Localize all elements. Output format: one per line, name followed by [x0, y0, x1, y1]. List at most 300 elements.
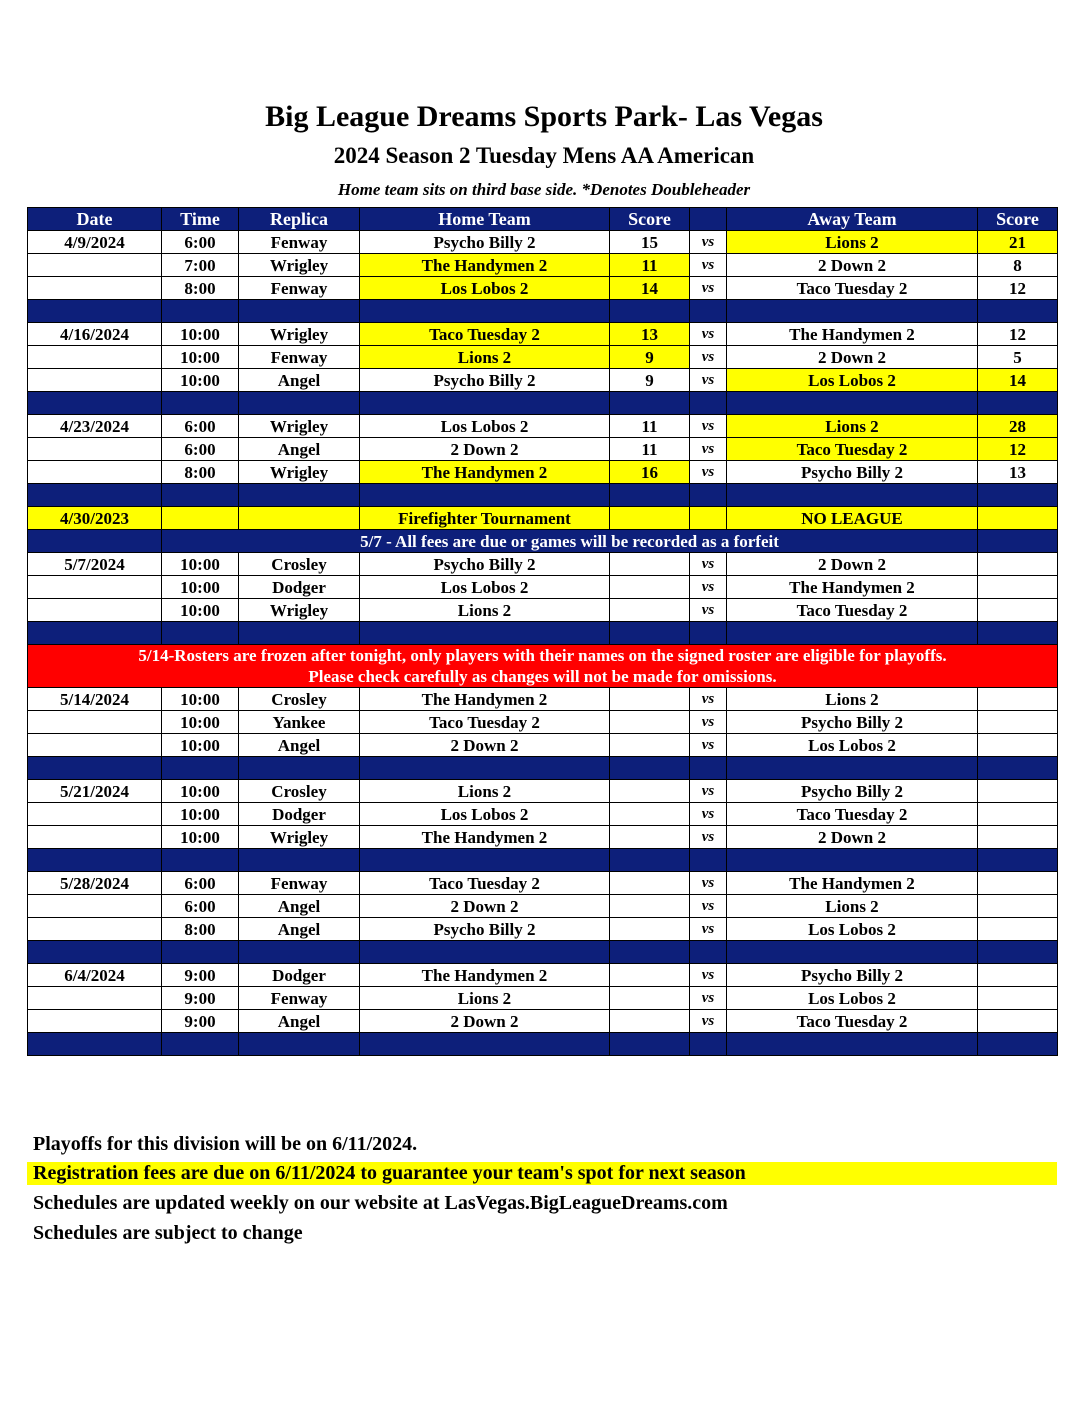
separator-row	[28, 1033, 1058, 1056]
separator-cell	[162, 1033, 239, 1056]
separator-cell	[239, 941, 360, 964]
game-row	[28, 872, 1058, 895]
game-date: 4/23/2024	[28, 415, 162, 438]
home-team: Los Lobos 2	[360, 803, 610, 826]
game-time	[162, 507, 239, 530]
separator-cell	[978, 757, 1058, 780]
event-row	[28, 507, 1058, 530]
home-team: 2 Down 2	[360, 1010, 610, 1033]
away-score: 13	[978, 461, 1058, 484]
game-row	[28, 323, 1058, 346]
game-date	[28, 254, 162, 277]
separator-cell	[727, 392, 978, 415]
separator-cell	[978, 300, 1058, 323]
game-time: 8:00	[162, 461, 239, 484]
home-score	[610, 826, 690, 849]
home-score	[610, 711, 690, 734]
game-time: 8:00	[162, 277, 239, 300]
home-team: 2 Down 2	[360, 895, 610, 918]
game-row	[28, 438, 1058, 461]
game-replica: Fenway	[239, 987, 360, 1010]
separator-cell	[162, 757, 239, 780]
schedule-body	[28, 231, 1058, 1056]
game-date	[28, 987, 162, 1010]
separator-row	[28, 484, 1058, 507]
game-date: 5/7/2024	[28, 553, 162, 576]
separator-cell	[978, 941, 1058, 964]
game-row	[28, 254, 1058, 277]
home-team: Los Lobos 2	[360, 277, 610, 300]
away-team: 2 Down 2	[727, 553, 978, 576]
separator-cell	[978, 622, 1058, 645]
away-score	[978, 872, 1058, 895]
separator-cell	[690, 484, 727, 507]
game-date	[28, 1010, 162, 1033]
game-date	[28, 346, 162, 369]
home-team: Lions 2	[360, 346, 610, 369]
separator-cell	[28, 941, 162, 964]
separator-cell	[162, 484, 239, 507]
game-row	[28, 461, 1058, 484]
home-team: Lions 2	[360, 599, 610, 622]
game-row	[28, 803, 1058, 826]
game-replica	[239, 507, 360, 530]
separator-cell	[239, 1033, 360, 1056]
separator-cell	[978, 484, 1058, 507]
away-score: 5	[978, 346, 1058, 369]
game-row	[28, 576, 1058, 599]
home-team: Psycho Billy 2	[360, 918, 610, 941]
game-replica: Wrigley	[239, 599, 360, 622]
col-date-header: Date	[28, 208, 162, 231]
roster-alert-line1: 5/14-Rosters are frozen after tonight, only players with their names on the signed roster are eligible for playoffs.	[138, 646, 947, 665]
away-score: 28	[978, 415, 1058, 438]
game-date	[28, 803, 162, 826]
home-score	[610, 780, 690, 803]
vs-label: vs	[690, 553, 727, 576]
separator-cell	[360, 622, 610, 645]
game-date	[28, 599, 162, 622]
home-score	[610, 803, 690, 826]
away-team: Psycho Billy 2	[727, 964, 978, 987]
separator-cell	[239, 849, 360, 872]
separator-row	[28, 392, 1058, 415]
game-replica: Angel	[239, 438, 360, 461]
separator-cell	[727, 757, 978, 780]
vs-label: vs	[690, 576, 727, 599]
separator-cell	[690, 757, 727, 780]
separator-cell	[162, 941, 239, 964]
separator-cell	[28, 484, 162, 507]
page-title: Big League Dreams Sports Park- Las Vegas	[265, 100, 823, 133]
away-score: 12	[978, 277, 1058, 300]
game-row	[28, 895, 1058, 918]
game-time: 10:00	[162, 780, 239, 803]
home-team: Lions 2	[360, 987, 610, 1010]
game-replica: Crosley	[239, 780, 360, 803]
away-team: 2 Down 2	[727, 254, 978, 277]
separator-cell	[239, 484, 360, 507]
col-replica-header: Replica	[239, 208, 360, 231]
game-replica: Fenway	[239, 346, 360, 369]
vs-label: vs	[690, 599, 727, 622]
away-team: NO LEAGUE	[727, 507, 978, 530]
vs-label: vs	[690, 803, 727, 826]
col-home-score-header: Score	[610, 208, 690, 231]
game-row	[28, 231, 1058, 254]
game-row	[28, 987, 1058, 1010]
change-note: Schedules are subject to change	[33, 1222, 303, 1244]
game-replica: Angel	[239, 734, 360, 757]
home-score: 13	[610, 323, 690, 346]
home-score	[610, 872, 690, 895]
vs-label: vs	[690, 415, 727, 438]
separator-cell	[162, 849, 239, 872]
game-time: 10:00	[162, 711, 239, 734]
game-replica: Angel	[239, 369, 360, 392]
game-time: 10:00	[162, 553, 239, 576]
separator-cell	[727, 941, 978, 964]
notice-blank-cell	[978, 530, 1058, 553]
game-date: 4/16/2024	[28, 323, 162, 346]
separator-cell	[978, 849, 1058, 872]
game-date	[28, 438, 162, 461]
roster-alert-line2: Please check carefully as changes will not be made for omissions.	[308, 667, 777, 686]
separator-cell	[610, 849, 690, 872]
vs-label: vs	[690, 826, 727, 849]
vs-label: vs	[690, 780, 727, 803]
separator-cell	[610, 1033, 690, 1056]
game-time: 9:00	[162, 964, 239, 987]
separator-cell	[727, 622, 978, 645]
game-row	[28, 1010, 1058, 1033]
col-home-team-header: Home Team	[360, 208, 610, 231]
separator-row	[28, 300, 1058, 323]
away-team: Psycho Billy 2	[727, 711, 978, 734]
home-score: 9	[610, 369, 690, 392]
roster-alert-row	[28, 645, 1058, 688]
separator-cell	[690, 1033, 727, 1056]
col-away-team-header: Away Team	[727, 208, 978, 231]
away-team: Lions 2	[727, 231, 978, 254]
notice-text: 5/7 - All fees are due or games will be recorded as a forfeit	[162, 530, 978, 553]
away-team: Taco Tuesday 2	[727, 277, 978, 300]
separator-row	[28, 941, 1058, 964]
vs-label: vs	[690, 231, 727, 254]
away-team: Taco Tuesday 2	[727, 438, 978, 461]
game-row	[28, 780, 1058, 803]
game-row	[28, 711, 1058, 734]
separator-cell	[239, 392, 360, 415]
separator-cell	[610, 622, 690, 645]
away-team: Lions 2	[727, 415, 978, 438]
away-team: The Handymen 2	[727, 323, 978, 346]
game-row	[28, 964, 1058, 987]
website-note: Schedules are updated weekly on our website at LasVegas.BigLeagueDreams.com	[33, 1192, 728, 1214]
separator-cell	[610, 300, 690, 323]
game-time: 10:00	[162, 576, 239, 599]
notice-row	[28, 530, 1058, 553]
separator-row	[28, 757, 1058, 780]
separator-cell	[690, 392, 727, 415]
home-team: The Handymen 2	[360, 826, 610, 849]
registration-note: Registration fees are due on 6/11/2024 to guarantee your team's spot for next season	[27, 1162, 1057, 1185]
game-row	[28, 826, 1058, 849]
separator-row	[28, 849, 1058, 872]
col-vs-header	[690, 208, 727, 231]
game-time: 10:00	[162, 323, 239, 346]
separator-cell	[360, 1033, 610, 1056]
vs-label: vs	[690, 964, 727, 987]
game-time: 10:00	[162, 346, 239, 369]
game-row	[28, 346, 1058, 369]
home-score	[610, 895, 690, 918]
game-date	[28, 576, 162, 599]
vs-label: vs	[690, 918, 727, 941]
game-date: 5/21/2024	[28, 780, 162, 803]
game-replica: Angel	[239, 918, 360, 941]
game-replica: Crosley	[239, 553, 360, 576]
home-score: 16	[610, 461, 690, 484]
game-time: 7:00	[162, 254, 239, 277]
game-replica: Wrigley	[239, 826, 360, 849]
away-team: Los Lobos 2	[727, 734, 978, 757]
home-team: 2 Down 2	[360, 438, 610, 461]
separator-cell	[978, 392, 1058, 415]
seating-note: Home team sits on third base side. *Denotes Doubleheader	[337, 180, 751, 199]
game-date	[28, 461, 162, 484]
page-subtitle: 2024 Season 2 Tuesday Mens AA American	[333, 143, 755, 168]
away-score	[978, 1010, 1058, 1033]
home-score	[610, 964, 690, 987]
separator-cell	[978, 1033, 1058, 1056]
vs-label: vs	[690, 254, 727, 277]
game-date	[28, 826, 162, 849]
home-team: Los Lobos 2	[360, 415, 610, 438]
home-team: Psycho Billy 2	[360, 553, 610, 576]
game-time: 10:00	[162, 599, 239, 622]
home-score: 9	[610, 346, 690, 369]
separator-cell	[360, 392, 610, 415]
away-score	[978, 734, 1058, 757]
vs-label: vs	[690, 461, 727, 484]
separator-cell	[610, 757, 690, 780]
home-score: 11	[610, 438, 690, 461]
separator-cell	[610, 941, 690, 964]
home-team: Lions 2	[360, 780, 610, 803]
away-team: Los Lobos 2	[727, 369, 978, 392]
away-team: Los Lobos 2	[727, 987, 978, 1010]
separator-cell	[727, 1033, 978, 1056]
away-score: 12	[978, 438, 1058, 461]
home-team: Firefighter Tournament	[360, 507, 610, 530]
game-date	[28, 895, 162, 918]
away-team: The Handymen 2	[727, 576, 978, 599]
vs-label: vs	[690, 987, 727, 1010]
away-score: 12	[978, 323, 1058, 346]
vs-label: vs	[690, 711, 727, 734]
separator-cell	[360, 757, 610, 780]
game-replica: Dodger	[239, 803, 360, 826]
game-time: 9:00	[162, 987, 239, 1010]
away-score	[978, 711, 1058, 734]
separator-cell	[28, 392, 162, 415]
home-team: The Handymen 2	[360, 461, 610, 484]
game-time: 10:00	[162, 803, 239, 826]
home-team: The Handymen 2	[360, 688, 610, 711]
vs-label: vs	[690, 688, 727, 711]
roster-alert	[28, 645, 1058, 688]
notice-blank-cell	[28, 530, 162, 553]
vs-label: vs	[690, 438, 727, 461]
home-team: Taco Tuesday 2	[360, 711, 610, 734]
away-team: Los Lobos 2	[727, 918, 978, 941]
away-team: Psycho Billy 2	[727, 461, 978, 484]
home-score	[610, 918, 690, 941]
home-score	[610, 553, 690, 576]
separator-cell	[162, 300, 239, 323]
separator-cell	[239, 757, 360, 780]
away-team: Psycho Billy 2	[727, 780, 978, 803]
away-score	[978, 895, 1058, 918]
home-score	[610, 507, 690, 530]
game-row	[28, 553, 1058, 576]
vs-label: vs	[690, 346, 727, 369]
game-row	[28, 415, 1058, 438]
separator-cell	[690, 300, 727, 323]
vs-label: vs	[690, 872, 727, 895]
away-team: 2 Down 2	[727, 346, 978, 369]
vs-label: vs	[690, 323, 727, 346]
vs-label: vs	[690, 369, 727, 392]
game-replica: Crosley	[239, 688, 360, 711]
separator-cell	[239, 622, 360, 645]
away-team: Taco Tuesday 2	[727, 1010, 978, 1033]
separator-cell	[690, 849, 727, 872]
game-replica: Fenway	[239, 277, 360, 300]
game-row	[28, 277, 1058, 300]
game-date: 5/14/2024	[28, 688, 162, 711]
away-team: Taco Tuesday 2	[727, 599, 978, 622]
separator-cell	[690, 622, 727, 645]
game-row	[28, 369, 1058, 392]
home-team: Taco Tuesday 2	[360, 872, 610, 895]
separator-cell	[28, 300, 162, 323]
vs-label: vs	[690, 1010, 727, 1033]
away-team: Lions 2	[727, 688, 978, 711]
home-team: Taco Tuesday 2	[360, 323, 610, 346]
vs-label: vs	[690, 895, 727, 918]
game-row	[28, 918, 1058, 941]
separator-cell	[610, 484, 690, 507]
separator-cell	[239, 300, 360, 323]
away-score	[978, 553, 1058, 576]
home-team: 2 Down 2	[360, 734, 610, 757]
separator-cell	[610, 392, 690, 415]
away-score	[978, 803, 1058, 826]
game-time: 6:00	[162, 872, 239, 895]
away-score	[978, 918, 1058, 941]
game-replica: Fenway	[239, 872, 360, 895]
home-score	[610, 599, 690, 622]
col-away-score-header: Score	[978, 208, 1058, 231]
game-date: 4/30/2023	[28, 507, 162, 530]
game-time: 6:00	[162, 415, 239, 438]
away-team: Taco Tuesday 2	[727, 803, 978, 826]
separator-cell	[28, 849, 162, 872]
away-team: Lions 2	[727, 895, 978, 918]
game-replica: Angel	[239, 1010, 360, 1033]
schedule-table	[27, 207, 1058, 1056]
away-score	[978, 688, 1058, 711]
away-team: The Handymen 2	[727, 872, 978, 895]
away-score: 8	[978, 254, 1058, 277]
away-team: 2 Down 2	[727, 826, 978, 849]
separator-cell	[727, 484, 978, 507]
game-replica: Yankee	[239, 711, 360, 734]
game-replica: Angel	[239, 895, 360, 918]
game-time: 10:00	[162, 688, 239, 711]
home-score: 15	[610, 231, 690, 254]
separator-cell	[727, 849, 978, 872]
game-row	[28, 688, 1058, 711]
separator-cell	[360, 849, 610, 872]
game-replica: Dodger	[239, 964, 360, 987]
home-score: 11	[610, 254, 690, 277]
away-score	[978, 507, 1058, 530]
game-date: 4/9/2024	[28, 231, 162, 254]
vs-label: vs	[690, 734, 727, 757]
playoffs-note: Playoffs for this division will be on 6/11/2024.	[33, 1133, 418, 1155]
game-date	[28, 918, 162, 941]
header-row	[28, 208, 1058, 231]
home-score: 11	[610, 415, 690, 438]
game-time: 8:00	[162, 918, 239, 941]
away-score	[978, 576, 1058, 599]
game-time: 10:00	[162, 826, 239, 849]
game-replica: Wrigley	[239, 415, 360, 438]
separator-cell	[360, 484, 610, 507]
game-replica: Dodger	[239, 576, 360, 599]
separator-cell	[162, 392, 239, 415]
col-time-header: Time	[162, 208, 239, 231]
away-score	[978, 780, 1058, 803]
vs-label: vs	[690, 277, 727, 300]
separator-cell	[727, 300, 978, 323]
separator-cell	[28, 757, 162, 780]
separator-cell	[690, 941, 727, 964]
home-team: Psycho Billy 2	[360, 369, 610, 392]
game-time: 6:00	[162, 231, 239, 254]
home-score: 14	[610, 277, 690, 300]
game-time: 10:00	[162, 734, 239, 757]
home-score	[610, 734, 690, 757]
game-date	[28, 277, 162, 300]
separator-cell	[162, 622, 239, 645]
away-score	[978, 826, 1058, 849]
home-score	[610, 987, 690, 1010]
game-replica: Fenway	[239, 231, 360, 254]
separator-cell	[360, 300, 610, 323]
away-score	[978, 599, 1058, 622]
game-row	[28, 734, 1058, 757]
game-time: 10:00	[162, 369, 239, 392]
game-replica: Wrigley	[239, 461, 360, 484]
game-time: 6:00	[162, 895, 239, 918]
home-score	[610, 576, 690, 599]
home-team: The Handymen 2	[360, 254, 610, 277]
separator-cell	[360, 941, 610, 964]
